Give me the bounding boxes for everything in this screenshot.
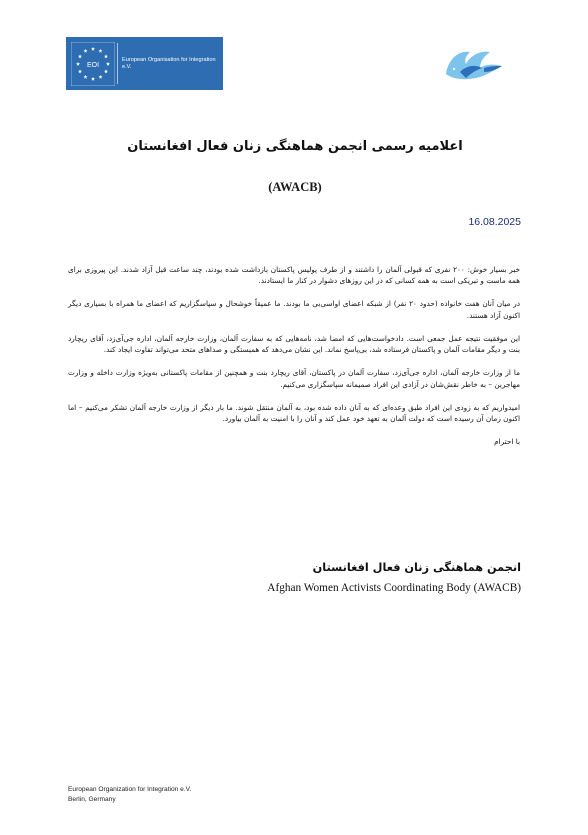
eoi-org-line1: European Organisation for Integration (122, 57, 216, 63)
logo-divider (117, 43, 118, 84)
page-footer (68, 785, 191, 804)
paragraph-2: در میان آنان هفت خانواده (حدود ۲۰ نفر) از شبکه اعضای اواسی‌بی ما بودند. ما عمیقاً خوشحال و سپاسگزاریم که اعضای ما همراه با بسیاری دیگر اکنون آزاد هستند. (68, 299, 520, 320)
document-title: اعلامیه رسمی انجمن هماهنگی زنان فعال افغانستان (127, 139, 463, 154)
eoi-emblem-text: EOI (86, 62, 100, 69)
eoi-org-line2: e.V. (122, 64, 132, 70)
dove-icon (440, 42, 506, 88)
eoi-logo (66, 37, 223, 90)
eoi-org-name (122, 57, 220, 71)
document-date: 16.08.2025 (468, 216, 521, 228)
eu-stars-emblem-icon (71, 42, 115, 86)
closing-greeting: با احترام (494, 437, 520, 447)
paragraph-5: امیدواریم که به زودی این افراد طبق وعده‌ای که به آنان داده شده بود، به آلمان منتقل شوند. ما بار دیگر از وزارت خارجه آلمان تشکر می‌کنیم – اما اکنون زمان آن رسیده است که دولت آلمان به تعهد خود عمل کند و آنان را با امنیت به آلمان بیاورد. (68, 402, 520, 424)
paragraph-1: خبر بسیار خوش: ۲۰۰ نفری که قبولی آلمان را داشتند و از طرف پولیس پاکستان بازداشت شده بودند، چند ساعت قبل آزاد شدند. این پیروزی برای همه ماست و تبریکی است به همه کسانی که در این روزهای دشوار در کنار ما ایستادند. (68, 265, 520, 286)
paragraph-3: این موفقیت نتیجه عمل جمعی است. دادخواست‌هایی که امضا شد، نامه‌هایی که به سفارت آلمان، وزارت خارجه آلمان، اداره جی‌آی‌زد، آقای ریچارد بنت و دیگر مقامات آلمان و پاکستان فرستاده شد، بی‌پاسخ نماند. این نشان می‌دهد که همبستگی و صداهای متحد می‌تواند تفاوت ایجاد کند. (68, 333, 520, 355)
document-body (68, 264, 520, 459)
signature-organization: انجمن هماهنگی زنان فعال افغانستان (312, 561, 521, 574)
footer-location: Berlin, Germany (68, 795, 116, 803)
signature-english: Afghan Women Activists Coordinating Body (AWACB) (267, 582, 521, 594)
paragraph-4: ما از وزارت خارجه آلمان، اداره جی‌آی‌زد، سفارت آلمان در پاکستان، آقای ریچارد بنت و همچنین از مقامات پاکستانی به‌ویژه وزارت داخله و وزارت مهاجرین – به خاطر نقش‌شان در آزادی این افراد صمیمانه سپاسگزاری می‌کنیم. (68, 368, 520, 389)
document-abbreviation: (AWACB) (268, 180, 322, 194)
footer-org: European Organization for Integration e.V. (68, 786, 192, 793)
